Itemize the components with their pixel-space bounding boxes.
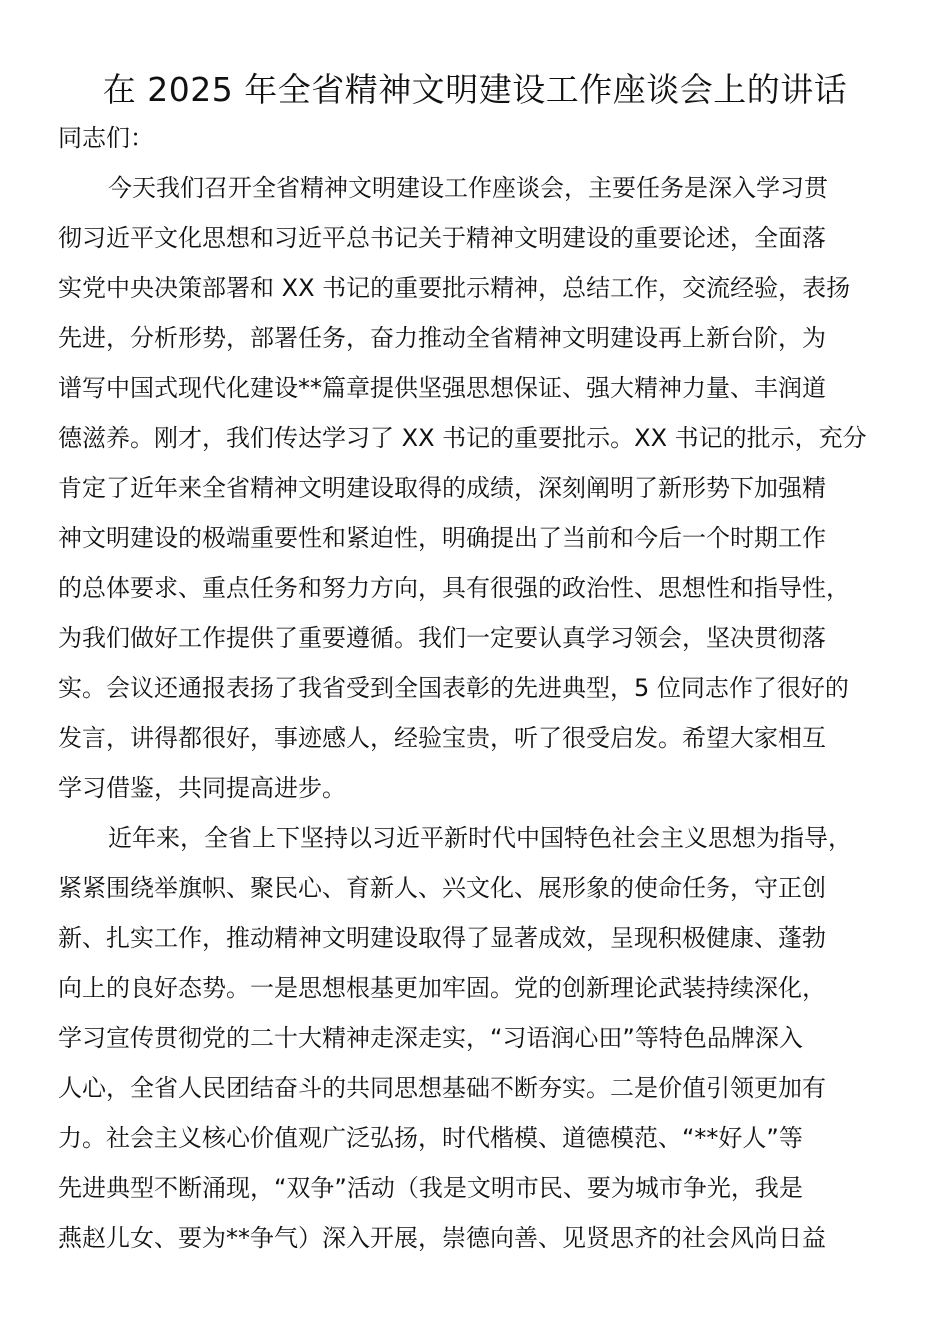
paragraph-2-line-9: 燕赵儿女、要为**争气）深入开展，崇德向善、见贤思齐的社会风尚日益: [58, 1224, 826, 1252]
paragraph-1-line-3: 实党中央决策部署和 XX 书记的重要批示精神，总结工作，交流经验，表扬: [58, 274, 851, 302]
paragraph-2-line-5: 学习宣传贯彻党的二十大精神走深走实，“习语润心田”等特色品牌深入: [58, 1024, 803, 1052]
paragraph-1-line-9: 的总体要求、重点任务和努力方向，具有很强的政治性、思想性和指导性，: [58, 574, 850, 602]
paragraph-2-line-1: 近年来，全省上下坚持以习近平新时代中国特色社会主义思想为指导，: [108, 824, 852, 852]
paragraph-1-line-10: 为我们做好工作提供了重要遵循。我们一定要认真学习领会，坚决贯彻落: [58, 624, 826, 652]
paragraph-1-line-4: 先进，分析形势，部署任务，奋力推动全省精神文明建设再上新台阶，为: [58, 324, 826, 352]
paragraph-1-line-6: 德滋养。刚才，我们传达学习了 XX 书记的重要批示。XX 书记的批示，充分: [58, 424, 867, 452]
paragraph-1-line-11: 实。会议还通报表扬了我省受到全国表彰的先进典型，5 位同志作了很好的: [58, 674, 849, 702]
document-title: 在 2025 年全省精神文明建设工作座谈会上的讲话: [102, 70, 848, 109]
paragraph-2-line-2: 紧紧围绕举旗帜、聚民心、育新人、兴文化、展形象的使命任务，守正创: [58, 874, 826, 902]
paragraph-2-line-7: 力。社会主义核心价值观广泛弘扬，时代楷模、道德模范、“**好人”等: [58, 1124, 803, 1152]
paragraph-2-line-8: 先进典型不断涌现，“双争”活动（我是文明市民、要为城市争光，我是: [58, 1174, 803, 1202]
paragraph-1-line-2: 彻习近平文化思想和习近平总书记关于精神文明建设的重要论述，全面落: [58, 224, 826, 252]
paragraph-2-line-6: 人心，全省人民团结奋斗的共同思想基础不断夯实。二是价值引领更加有: [58, 1074, 826, 1102]
paragraph-1-line-8: 神文明建设的极端重要性和紧迫性，明确提出了当前和今后一个时期工作: [58, 524, 826, 552]
paragraph-1-line-13: 学习借鉴，共同提高进步。: [58, 774, 346, 802]
paragraph-1-line-12: 发言，讲得都很好，事迹感人，经验宝贵，听了很受启发。希望大家相互: [58, 724, 826, 752]
paragraph-1-line-7: 肯定了近年来全省精神文明建设取得的成绩，深刻阐明了新形势下加强精: [58, 474, 826, 502]
paragraph-1-line-5: 谱写中国式现代化建设**篇章提供坚强思想保证、强大精神力量、丰润道: [58, 374, 826, 402]
speech-body: [58, 163, 898, 1263]
paragraph-1-line-1: 今天我们召开全省精神文明建设工作座谈会，主要任务是深入学习贯: [108, 174, 828, 202]
paragraph-2-line-4: 向上的良好态势。一是思想根基更加牢固。党的创新理论武装持续深化，: [58, 974, 826, 1002]
paragraph-2-line-3: 新、扎实工作，推动精神文明建设取得了显著成效，呈现积极健康、蓬勃: [58, 924, 826, 952]
salutation: 同志们：: [58, 124, 154, 152]
